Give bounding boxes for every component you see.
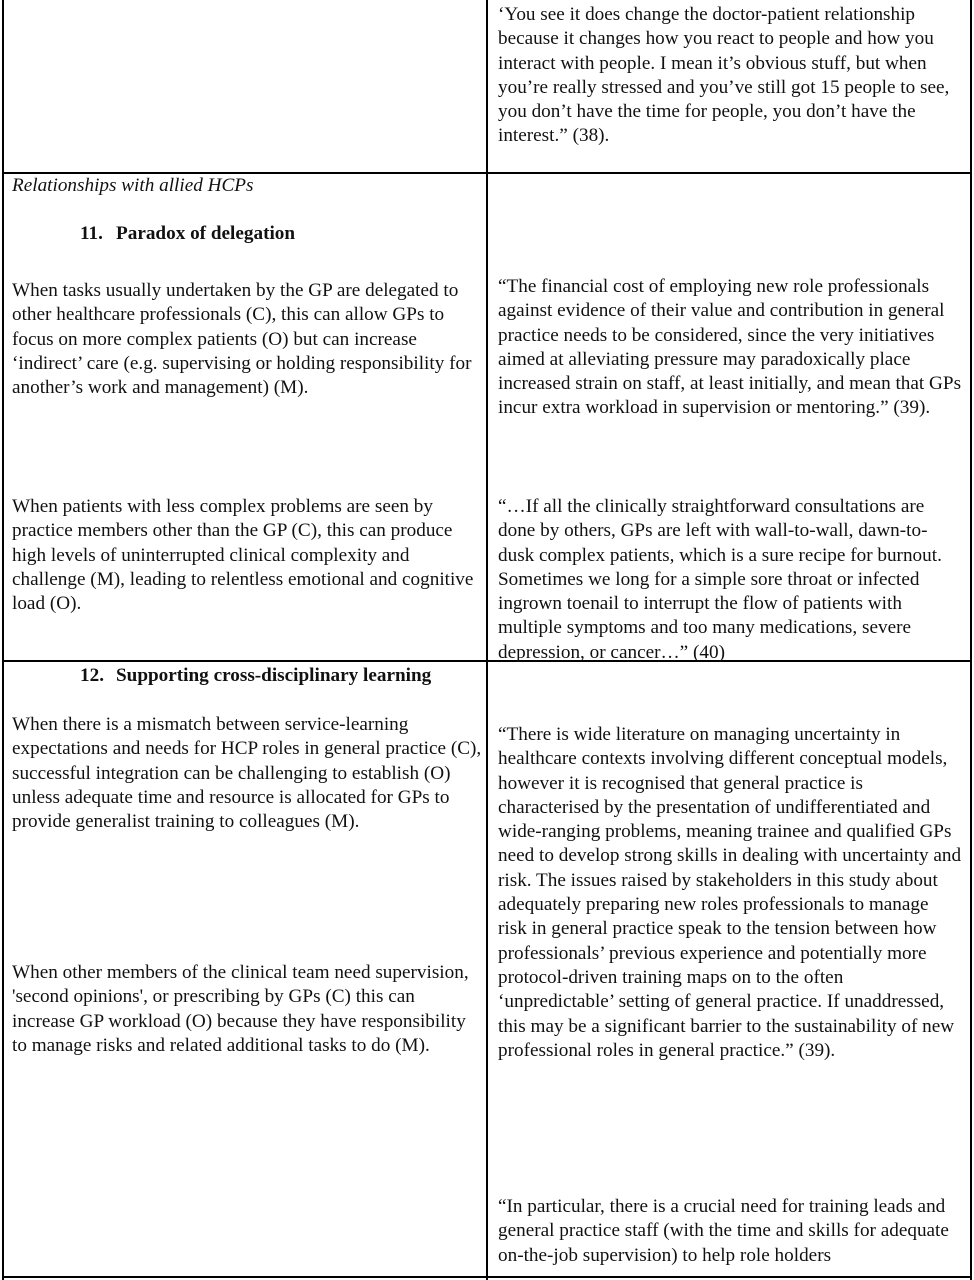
item-11-mechanism-2: When patients with less complex problems are seen by practice members other than the GP (C), this can produce high levels of uninterrupted clinical complexity and challenge (M), leading to relentless emotional and cognitive load (O). — [12, 496, 474, 615]
item-12-quote-2: “In particular, there is a crucial need for training leads and general practice staff (with the time and skills for adequate on-the-job supervision) to help role holders — [498, 1196, 949, 1266]
quote-doctor-patient-relationship: ‘You see it does change the doctor-patient relationship because it changes how you react to people and how you interact with people. I mean it’s obvious stuff, but when you’re really stressed and you’ve still got 15 people to see, you don’t have the time for people, you don’t have the interest.” (38). — [498, 4, 950, 147]
item-12-quote-1: “There is wide literature on managing uncertainty in healthcare contexts involving different conceptual models, however it is recognised that general practice is characterised by the presentation of undifferentiated and wide-ranging problems, meaning trainee and qualified GPs need to develop strong skills in dealing with uncertainty and risk. The issues raised by stakeholders in this study about adequately preparing new roles professionals to manage risk in general practice speak to the tension between how professionals’ previous experience and potentially more protocol-driven training maps on to the often ‘unpredictable’ setting of general practice. If unaddressed, this may be a significant barrier to the sustainability of new professional roles in general practice.” (39). — [498, 724, 962, 1061]
table-border-right — [970, 0, 972, 1280]
item-11-heading — [80, 222, 480, 246]
item-11-number: 11. — [80, 223, 103, 244]
table-border-left — [2, 0, 4, 1280]
item-12-heading — [80, 664, 480, 688]
table-border-bottom — [2, 1276, 972, 1278]
item-12-title: Supporting cross-disciplinary learning — [116, 665, 432, 686]
table-column-divider — [486, 0, 488, 1280]
item-11-mechanism-1: When tasks usually undertaken by the GP are delegated to other healthcare professionals (C), this can allow GPs to focus on more complex patients (O) but can increase ‘indirect’ care (e.g. supervising or holding responsibility for another’s work and management) (M). — [12, 280, 472, 399]
item-11-quote-2: “…If all the clinically straightforward consultations are done by others, GPs are left with wall-to-wall, dawn-to-dusk complex patients, which is a sure recipe for burnout. Sometimes we long for a simple sore throat or infected ingrown toenail to interrupt the flow of patients with multiple symptoms and too many medications, severe depression, or cancer…” (40) — [498, 496, 942, 663]
item-12-mechanism-1: When there is a mismatch between service-learning expectations and needs for HCP roles in general practice (C), successful integration can be challenging to establish (O) unless adequate time and resource is allocated for GPs to provide generalist training to colleagues (M). — [12, 714, 482, 833]
section-title-relationships: Relationships with allied HCPs — [12, 175, 254, 196]
item-11-quote-1: “The financial cost of employing new role professionals against evidence of their value and contribution in general practice needs to be considered, since the very initiatives aimed at alleviating pressure may paradoxically place increased strain on staff, at least initially, and mean that GPs incur extra workload in supervision or mentoring.” (39). — [498, 276, 962, 419]
item-12-number: 12. — [80, 665, 104, 686]
item-11-title: Paradox of delegation — [116, 223, 296, 244]
item-12-mechanism-2: When other members of the clinical team need supervision, 'second opinions', or prescribing by GPs (C) this can increase GP workload (O) because they have responsibility to manage risks and related additional tasks to do (M). — [12, 962, 469, 1056]
